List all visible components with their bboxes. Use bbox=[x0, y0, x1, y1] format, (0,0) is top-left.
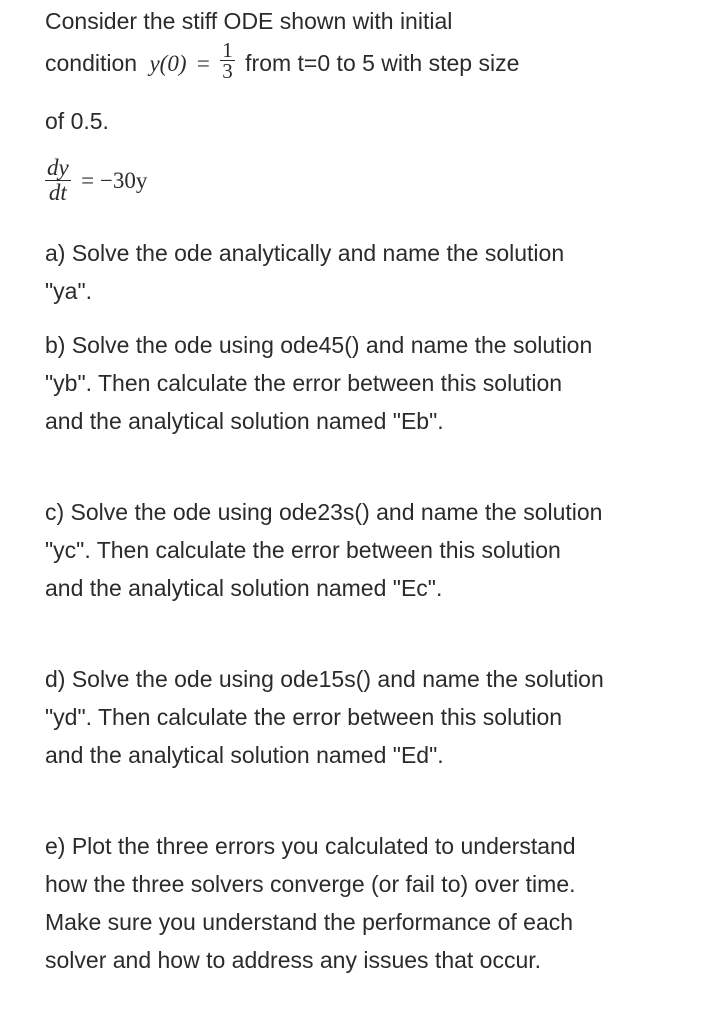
part-e-text: e) Plot the three errors you calculated to understand how the three solvers converge (or fail to) over time. Make sure you understand the performance of each solver and how to address any issues that occur. bbox=[45, 833, 576, 973]
initial-condition-equals: = bbox=[196, 51, 210, 76]
part-a-text: a) Solve the ode analytically and name the solution "ya". bbox=[45, 240, 565, 304]
ode-equation bbox=[45, 156, 147, 216]
derivative-numerator: dy bbox=[47, 155, 69, 180]
fraction-denominator: 3 bbox=[222, 59, 233, 84]
equation-rhs: = −30y bbox=[81, 167, 148, 193]
part-d-text: d) Solve the ode using ode15s() and name the solution "yd". Then calculate the error between this solution and the analytical solution named "Ed". bbox=[45, 666, 604, 768]
derivative-denominator: dt bbox=[48, 180, 67, 205]
intro-condition-word: condition bbox=[45, 50, 138, 76]
derivative-fraction bbox=[45, 156, 71, 205]
fraction-numerator: 1 bbox=[222, 38, 233, 63]
initial-condition-lhs: y(0) bbox=[149, 51, 187, 76]
intro-line-1: Consider the stiff ODE shown with initial bbox=[45, 8, 453, 34]
part-c-text: c) Solve the ode using ode23s() and name the solution "yc". Then calculate the error between this solution and the analytical solution named "Ec". bbox=[45, 499, 603, 601]
intro-line-2 bbox=[45, 38, 520, 88]
intro-line-3: of 0.5. bbox=[45, 108, 109, 134]
intro-range-text: from t=0 to 5 with step size bbox=[245, 50, 520, 76]
initial-condition-fraction bbox=[220, 38, 235, 84]
part-b-text: b) Solve the ode using ode45() and name the solution "yb". Then calculate the error between this solution and the analytical solution named "Eb". bbox=[45, 332, 593, 434]
